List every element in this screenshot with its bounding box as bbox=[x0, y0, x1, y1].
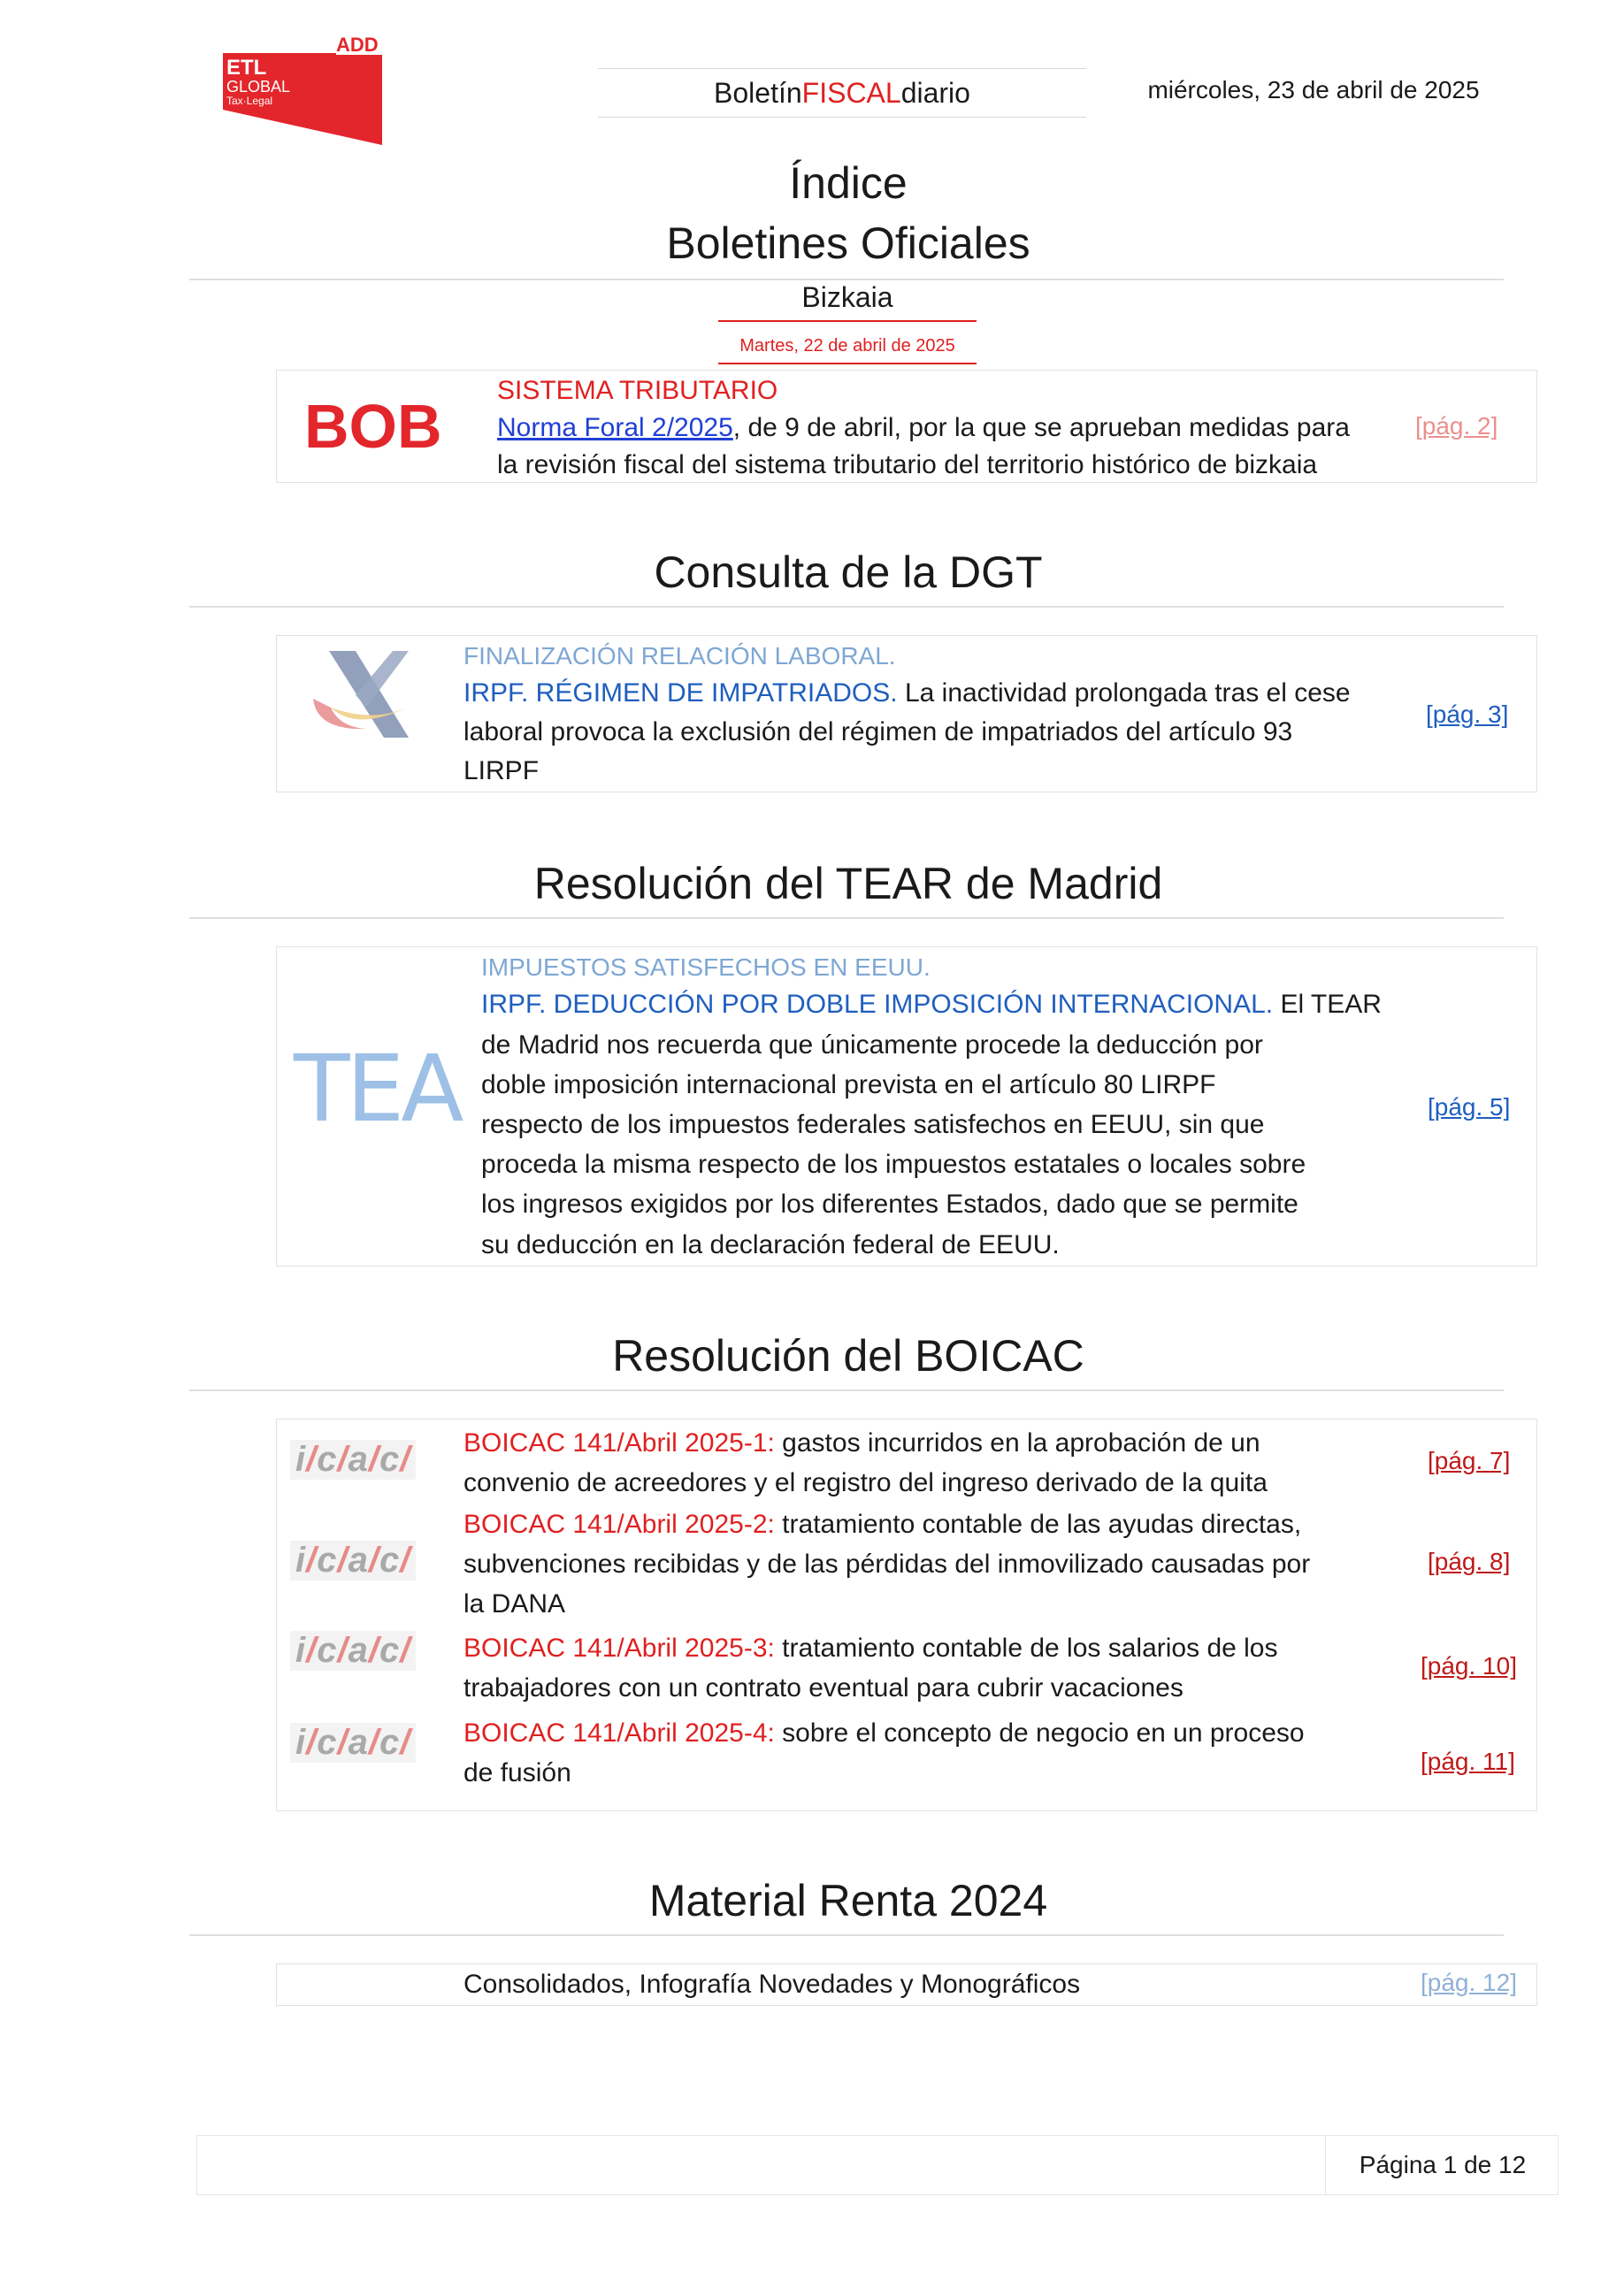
bulletin-title-fiscal: FISCAL bbox=[801, 76, 901, 109]
bulletin-date: miércoles, 23 de abril de 2025 bbox=[1147, 76, 1480, 103]
tear-line: respecto de los impuestos federales satisfechos en EEUU, sin que bbox=[481, 1110, 1265, 1139]
bulletin-title-suffix: diario bbox=[900, 76, 970, 109]
logo-tax-legal-text: Tax·Legal bbox=[226, 95, 273, 107]
bob-text-line1-rest: , de 9 de abril, por la que se aprueban medidas para bbox=[732, 413, 1350, 442]
logo-global-text: GLOBAL bbox=[226, 78, 291, 96]
dgt-line1-rest: La inactividad prolongada tras el cese bbox=[897, 678, 1351, 708]
footer-divider bbox=[1325, 2135, 1326, 2195]
index-title: Índice bbox=[789, 158, 908, 208]
boicac-entry-3-line1: BOICAC 141/Abril 2025-3: tratamiento contable de los salarios de los bbox=[463, 1634, 1278, 1663]
section-divider bbox=[189, 917, 1504, 919]
boicac-code: BOICAC 141/Abril 2025-4: bbox=[463, 1718, 775, 1748]
bob-page-link[interactable]: [pág. 2] bbox=[1415, 412, 1498, 440]
tear-line: proceda la misma respecto de los impuestos estatales o locales sobre bbox=[481, 1150, 1306, 1179]
boicac-entry-4-line2: de fusión bbox=[463, 1758, 571, 1787]
boicac-entry-1-page-link[interactable]: [pág. 7] bbox=[1428, 1447, 1511, 1474]
section-divider bbox=[189, 279, 1504, 280]
bulletin-title-prefix: Boletín bbox=[714, 76, 802, 109]
tear-page-link[interactable]: [pág. 5] bbox=[1428, 1093, 1511, 1121]
section-title-boletines: Boletines Oficiales bbox=[666, 218, 1030, 268]
dgt-category: FINALIZACIÓN RELACIÓN LABORAL. bbox=[463, 642, 896, 670]
bob-category: SISTEMA TRIBUTARIO bbox=[497, 376, 778, 405]
page-number: Página 1 de 12 bbox=[1359, 2151, 1527, 2178]
tear-headline: IRPF. DEDUCCIÓN POR DOBLE IMPOSICIÓN INTERNACIONAL. bbox=[481, 990, 1274, 1019]
boicac-code: BOICAC 141/Abril 2025-3: bbox=[463, 1634, 775, 1663]
boicac-entry-3-line2: trabajadores con un contrato eventual para cubrir vacaciones bbox=[463, 1673, 1184, 1703]
icac-logo: i/c/a/c/ bbox=[290, 1631, 416, 1671]
icac-logo: i/c/a/c/ bbox=[290, 1440, 416, 1480]
etl-global-logo bbox=[223, 34, 382, 145]
boicac-entry-2-line2: subvenciones recibidas y de las pérdidas del inmovilizado causadas por bbox=[463, 1550, 1311, 1579]
tear-line: su deducción en la declaración federal de EEUU. bbox=[481, 1230, 1060, 1259]
tear-category: IMPUESTOS SATISFECHOS EN EEUU. bbox=[481, 953, 931, 981]
section-divider bbox=[189, 606, 1504, 608]
boicac-entry-3-page-link[interactable]: [pág. 10] bbox=[1421, 1652, 1517, 1680]
boicac-entry-1-line1: BOICAC 141/Abril 2025-1: gastos incurridos en la aprobación de un bbox=[463, 1428, 1260, 1458]
dgt-page-link[interactable]: [pág. 3] bbox=[1426, 700, 1509, 728]
boicac-entry-4-page-link[interactable]: [pág. 11] bbox=[1421, 1748, 1515, 1775]
section-title-dgt: Consulta de la DGT bbox=[654, 547, 1043, 597]
renta-text: Consolidados, Infografía Novedades y Monográficos bbox=[463, 1970, 1081, 1999]
tea-logo: TEA bbox=[294, 1035, 461, 1143]
icac-logo: i/c/a/c/ bbox=[290, 1723, 416, 1763]
section-title-tear: Resolución del TEAR de Madrid bbox=[533, 859, 1163, 908]
icac-logo: i/c/a/c/ bbox=[290, 1541, 416, 1580]
renta-page-link[interactable]: [pág. 12] bbox=[1421, 1969, 1517, 1996]
boicac-entry-4-line1: BOICAC 141/Abril 2025-4: sobre el concepto de negocio en un proceso bbox=[463, 1718, 1305, 1748]
boicac-entry-2-line3: la DANA bbox=[463, 1589, 566, 1619]
dgt-line3: LIRPF bbox=[463, 756, 540, 785]
dgt-headline-line bbox=[463, 674, 1392, 713]
dgt-line2: laboral provoca la exclusión del régimen de impatriados del artículo 93 bbox=[463, 717, 1293, 746]
aeat-logo-icon bbox=[304, 646, 419, 743]
section-divider bbox=[189, 1389, 1504, 1391]
logo-add-text: ADD bbox=[336, 34, 379, 56]
section-divider bbox=[189, 1934, 1504, 1936]
region-label: Bizkaia bbox=[718, 281, 977, 322]
tear-line1-rest: El TEAR bbox=[1273, 990, 1382, 1019]
tear-line: de Madrid nos recuerda que únicamente procede la deducción por bbox=[481, 1030, 1263, 1060]
section-title-renta: Material Renta 2024 bbox=[648, 1876, 1048, 1925]
boicac-code: BOICAC 141/Abril 2025-1: bbox=[463, 1428, 775, 1458]
bob-text-line1 bbox=[497, 409, 1382, 448]
bulletin-title bbox=[598, 68, 1086, 118]
boicac-entry-2-line1: BOICAC 141/Abril 2025-2: tratamiento contable de las ayudas directas, bbox=[463, 1510, 1302, 1539]
tear-line: doble imposición internacional prevista en el artículo 80 LIRPF bbox=[481, 1070, 1216, 1099]
tear-line: los ingresos exigidos por los diferentes Estados, dado que se permite bbox=[481, 1190, 1298, 1219]
section-title-boicac: Resolución del BOICAC bbox=[612, 1331, 1084, 1381]
bob-text-line2: la revisión fiscal del sistema tributario del territorio histórico de bizkaia bbox=[497, 450, 1318, 479]
bob-logo: BOB bbox=[304, 392, 442, 461]
boicac-entry-2-page-link[interactable]: [pág. 8] bbox=[1428, 1548, 1511, 1575]
boicac-code: BOICAC 141/Abril 2025-2: bbox=[463, 1510, 775, 1539]
logo-etl-text: ETL bbox=[226, 56, 267, 80]
region-date: Martes, 22 de abril de 2025 bbox=[718, 334, 977, 364]
norma-foral-link[interactable]: Norma Foral 2/2025 bbox=[497, 413, 733, 442]
boicac-entry-1-line2: convenio de acreedores y el registro del ingreso derivado de la quita bbox=[463, 1468, 1268, 1497]
dgt-headline: IRPF. RÉGIMEN DE IMPATRIADOS. bbox=[463, 678, 898, 708]
tear-headline-line bbox=[481, 985, 1387, 1024]
